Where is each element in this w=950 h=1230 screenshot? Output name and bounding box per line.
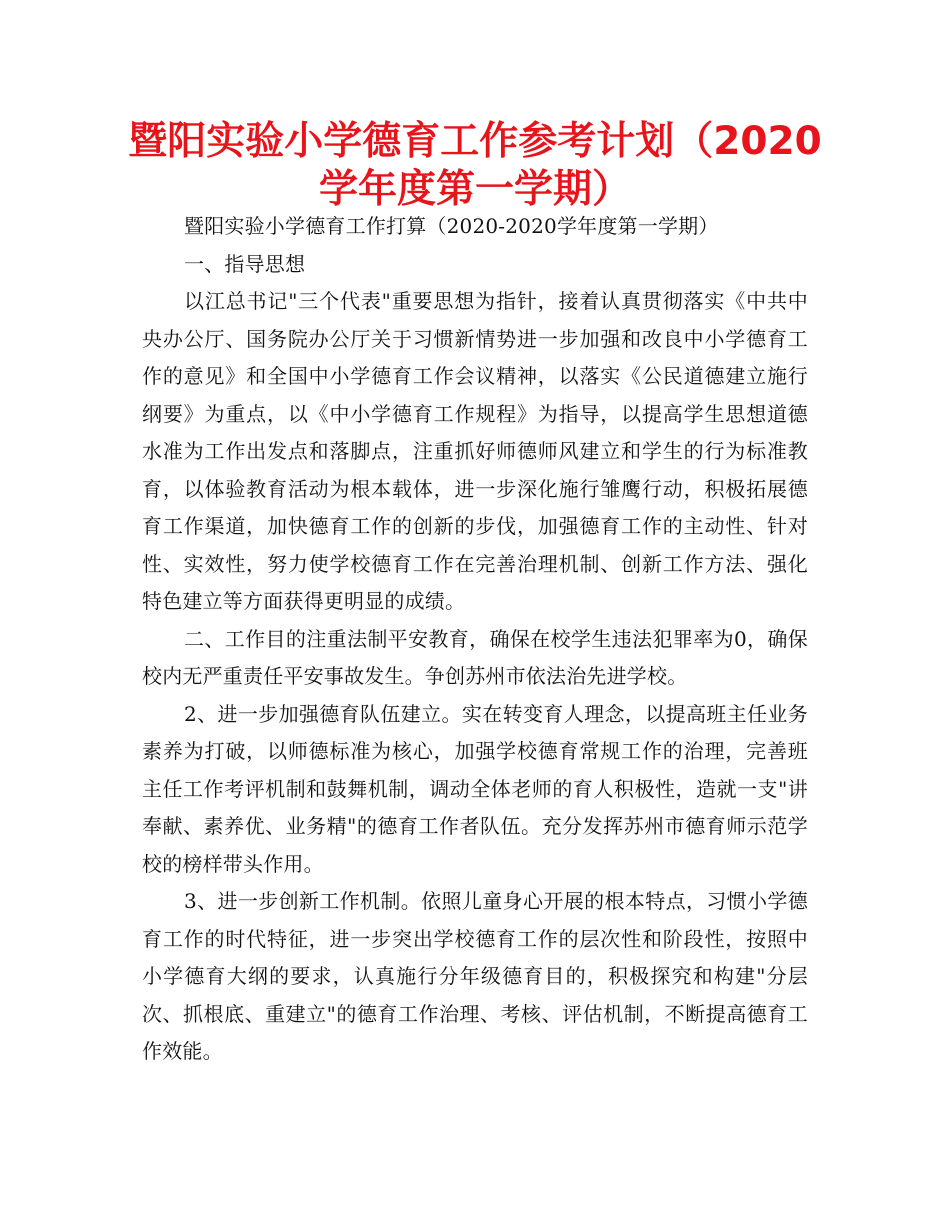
section-heading: 一、指导思想 [184,251,306,276]
body-paragraph: 二、工作目的注重法制平安教育，确保在校学生违法犯罪率为0，确保校内无严重责任平安事故发生。争创苏州市依法治先进学校。 [142,626,808,688]
document-body [142,208,808,1071]
document-title: 暨阳实验小学德育工作参考计划（2020学年度第一学期） [128,119,822,212]
subtitle-paragraph: 暨阳实验小学德育工作打算（2020-2020学年度第一学期） [184,214,719,238]
body-paragraph: 3、进一步创新工作机制。依照儿童身心开展的根本特点，习惯小学德育工作的时代特征，进一步突出学校德育工作的层次性和阶段性，按照中小学德育大纲的要求，认真施行分年级德育目的，积极探究和构建"分层次、抓根底、重建立"的德育工作治理、考核、评估机制，不断提高德育工作效能。 [142,889,808,1063]
body-paragraph: 以江总书记"三个代表"重要思想为指针，接着认真贯彻落实《中共中央办公厅、国务院办公厅关于习惯新情势进一步加强和改良中小学德育工作的意见》和全国中小学德育工作会议精神，以落实《公民道德建立施行纲要》为重点，以《中小学德育工作规程》为指导，以提高学生思想道德水准为工作出发点和落脚点，注重抓好师德师风建立和学生的行为标准教育，以体验教育活动为根本载体，进一步深化施行雏鹰行动，积极拓展德育工作渠道，加快德育工作的创新的步伐，加强德育工作的主动性、针对性、实效性，努力使学校德育工作在完善治理机制、创新工作方法、强化特色建立等方面获得更明显的成绩。 [142,289,808,613]
body-paragraph: 2、进一步加强德育队伍建立。实在转变育人理念，以提高班主任业务素养为打破，以师德标准为核心，加强学校德育常规工作的治理，完善班主任工作考评机制和鼓舞机制，调动全体老师的育人积极性，造就一支"讲奉献、素养优、业务精"的德育工作者队伍。充分发挥苏州市德育师示范学校的榜样带头作用。 [142,701,808,876]
